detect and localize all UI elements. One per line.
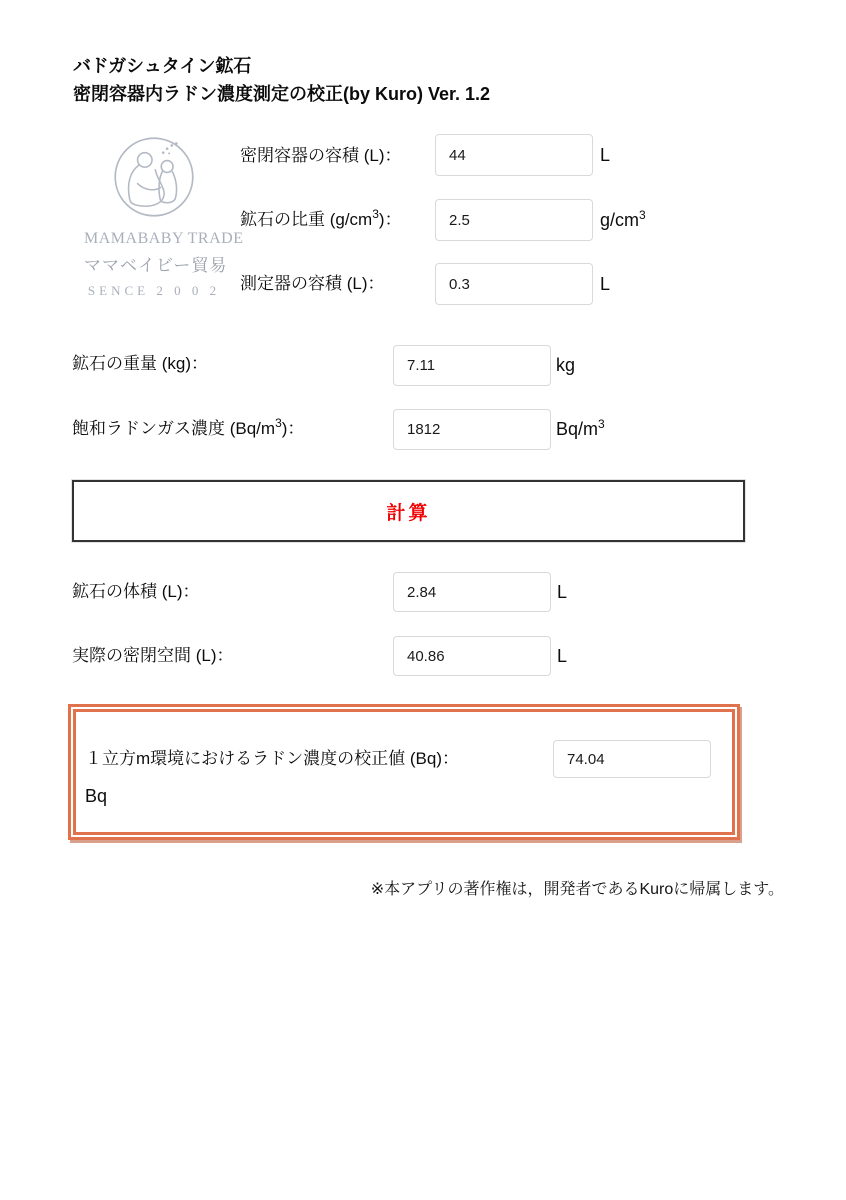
ore-weight-input[interactable] bbox=[393, 345, 551, 386]
calibration-result-output[interactable] bbox=[553, 740, 711, 778]
app-title: バドガシュタイン鉱石 bbox=[73, 56, 252, 76]
detector-volume-unit: L bbox=[600, 274, 611, 294]
ore-density-label: 鉱石の比重 $(g/cm^3)$： bbox=[240, 207, 402, 229]
app-subtitle: 密閉容器内ラドン濃度測定の校正(by Kuro) Ver. 1.2 bbox=[73, 84, 491, 104]
ore-volume-output[interactable] bbox=[393, 572, 551, 612]
ore-density-input[interactable] bbox=[435, 199, 593, 241]
calibration-result-panel bbox=[68, 704, 740, 840]
ore-density-unit: $g/cm^3$ bbox=[600, 208, 646, 230]
actual-sealed-space-unit: L bbox=[557, 646, 568, 666]
container-volume-unit: L bbox=[600, 145, 611, 165]
mother-baby-emblem-icon bbox=[108, 131, 200, 223]
copyright-note: ※本アプリの著作権は，開発者であるKuroに帰属します。 bbox=[370, 881, 784, 898]
ore-volume-label: 鉱石の体積 (L)： bbox=[72, 582, 200, 601]
container-volume-input[interactable] bbox=[435, 134, 593, 176]
saturated-radon-input[interactable] bbox=[393, 409, 551, 450]
actual-sealed-space-label: 実際の密閉空間 (L)： bbox=[72, 646, 234, 665]
detector-volume-label: 測定器の容積 (L)： bbox=[240, 274, 385, 293]
ore-weight-unit: kg bbox=[556, 355, 576, 375]
actual-sealed-space-output[interactable] bbox=[393, 636, 551, 676]
calibration-result-unit: Bq bbox=[85, 786, 108, 806]
calibration-result-label: １立方m環境におけるラドン濃度の校正値 (Bq)： bbox=[85, 749, 459, 768]
mamababy-logo bbox=[84, 131, 244, 299]
saturated-radon-label: 飽和ラドンガス濃度 $(Bq/m^3)$： bbox=[72, 416, 305, 438]
ore-volume-unit: L bbox=[557, 582, 568, 602]
detector-volume-input[interactable] bbox=[435, 263, 593, 305]
ore-weight-label: 鉱石の重量 (kg)： bbox=[72, 354, 208, 373]
saturated-radon-unit: $Bq/m^3$ bbox=[556, 417, 605, 439]
logo-name-jp: ママベイビー貿易 bbox=[84, 256, 228, 275]
container-volume-label: 密閉容器の容積 (L)： bbox=[240, 146, 402, 165]
logo-name-en: MAMABABY TRADE bbox=[84, 230, 244, 247]
calculate-button[interactable]: 計算 bbox=[72, 480, 745, 542]
logo-since: SENCE 2 0 0 2 bbox=[87, 283, 221, 298]
